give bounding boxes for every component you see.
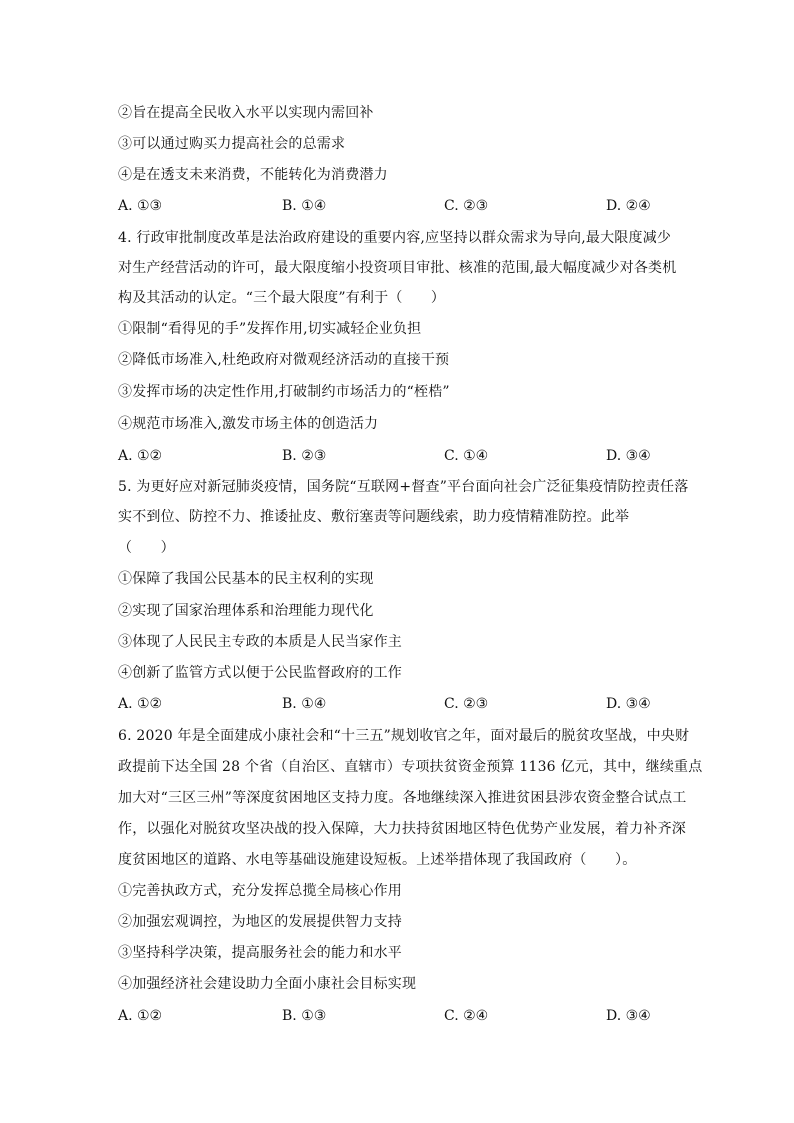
q6-stem-line-1: 6. 2020 年是全面建成小康社会和“十三五”规划收官之年，面对最后的脱贫攻坚战，中央财 [118, 728, 690, 744]
q4-option-d: D. ③④ [606, 448, 651, 464]
q5-stem-line-3: （ ） [118, 540, 175, 556]
q5-item-2: ②实现了国家治理体系和治理能力现代化 [118, 603, 374, 619]
q6-stem-line-2: 政提前下达全国 28 个省（自治区、直辖市）专项扶贫资金预算 1136 亿元，其中，继续重点 [118, 759, 703, 775]
q6-stem-line-3: 加大对“三区三州”等深度贫困地区支持力度。各地继续深入推进贫困县涉农资金整合试点工 [118, 790, 687, 806]
q3-item-2: ②旨在提高全民收入水平以实现内需回补 [118, 105, 374, 121]
q4-option-c: C. ①④ [444, 448, 489, 464]
q5-stem-line-2: 实不到位、防控不力、推诿扯皮、敷衍塞责等问题线索，助力疫情精准防控。此举 [118, 509, 630, 525]
q5-stem-line-1: 5. 为更好应对新冠肺炎疫情，国务院“互联网+督查”平台面向社会广泛征集疫情防控责任落 [118, 479, 689, 495]
q6-options [118, 1006, 658, 1026]
q4-stem-line-1: 4. 行政审批制度改革是法治政府建设的重要内容,应坚持以群众需求为导向,最大限度减少 [118, 230, 672, 246]
q5-item-1: ①保障了我国公民基本的民主权利的实现 [118, 571, 374, 587]
q6-item-2: ②加强宏观调控，为地区的发展提供智力支持 [118, 914, 402, 930]
q6-option-d: D. ③④ [606, 1008, 651, 1024]
q3-option-a: A. ①③ [118, 198, 163, 214]
q3-option-b: B. ①④ [282, 198, 327, 214]
q3-option-c: C. ②③ [444, 198, 489, 214]
q4-item-3: ③发挥市场的决定性作用,打破制约市场活力的“桎梏” [118, 384, 450, 400]
q5-option-d: D. ③④ [606, 696, 651, 712]
q4-option-a: A. ①② [118, 448, 163, 464]
q5-option-c: C. ②③ [444, 696, 489, 712]
q4-stem-line-2: 对生产经营活动的许可，最大限度缩小投资项目审批、核准的范围,最大幅度减少对各类机 [118, 260, 677, 276]
q3-options [118, 196, 658, 216]
q4-item-2: ②降低市场准入,杜绝政府对微观经济活动的直接干预 [118, 352, 450, 368]
q6-item-3: ③坚持科学决策，提高服务社会的能力和水平 [118, 945, 402, 961]
q3-item-3: ③可以通过购买力提高社会的总需求 [118, 136, 346, 152]
q5-option-a: A. ①② [118, 696, 163, 712]
q6-option-b: B. ①③ [282, 1008, 327, 1024]
q5-item-3: ③体现了人民民主专政的本质是人民当家作主 [118, 634, 402, 650]
q5-options [118, 694, 658, 714]
q4-stem-line-3: 构及其活动的认定。“三个最大限度”有利于（ ） [118, 290, 446, 306]
q5-option-b: B. ①④ [282, 696, 327, 712]
q6-stem-line-4: 作，以强化对脱贫攻坚决战的投入保障，大力扶持贫困地区特色优势产业发展，着力补齐深 [118, 821, 686, 837]
q4-option-b: B. ②③ [282, 448, 327, 464]
q3-item-4: ④是在透支未来消费，不能转化为消费潜力 [118, 167, 388, 183]
q3-option-d: D. ②④ [606, 198, 651, 214]
q4-options [118, 446, 658, 466]
q4-item-1: ①限制“看得见的手”发挥作用,切实减轻企业负担 [118, 321, 422, 337]
q6-option-c: C. ②④ [444, 1008, 489, 1024]
q6-stem-line-5: 度贫困地区的道路、水电等基础设施建设短板。上述举措体现了我国政府（ ）。 [118, 852, 637, 868]
q4-item-4: ④规范市场准入,激发市场主体的创造活力 [118, 416, 379, 432]
q5-item-4: ④创新了监管方式以便于公民监督政府的工作 [118, 665, 402, 681]
q6-item-1: ①完善执政方式，充分发挥总揽全局核心作用 [118, 883, 402, 899]
q6-option-a: A. ①② [118, 1008, 163, 1024]
q6-item-4: ④加强经济社会建设助力全面小康社会目标实现 [118, 976, 417, 992]
